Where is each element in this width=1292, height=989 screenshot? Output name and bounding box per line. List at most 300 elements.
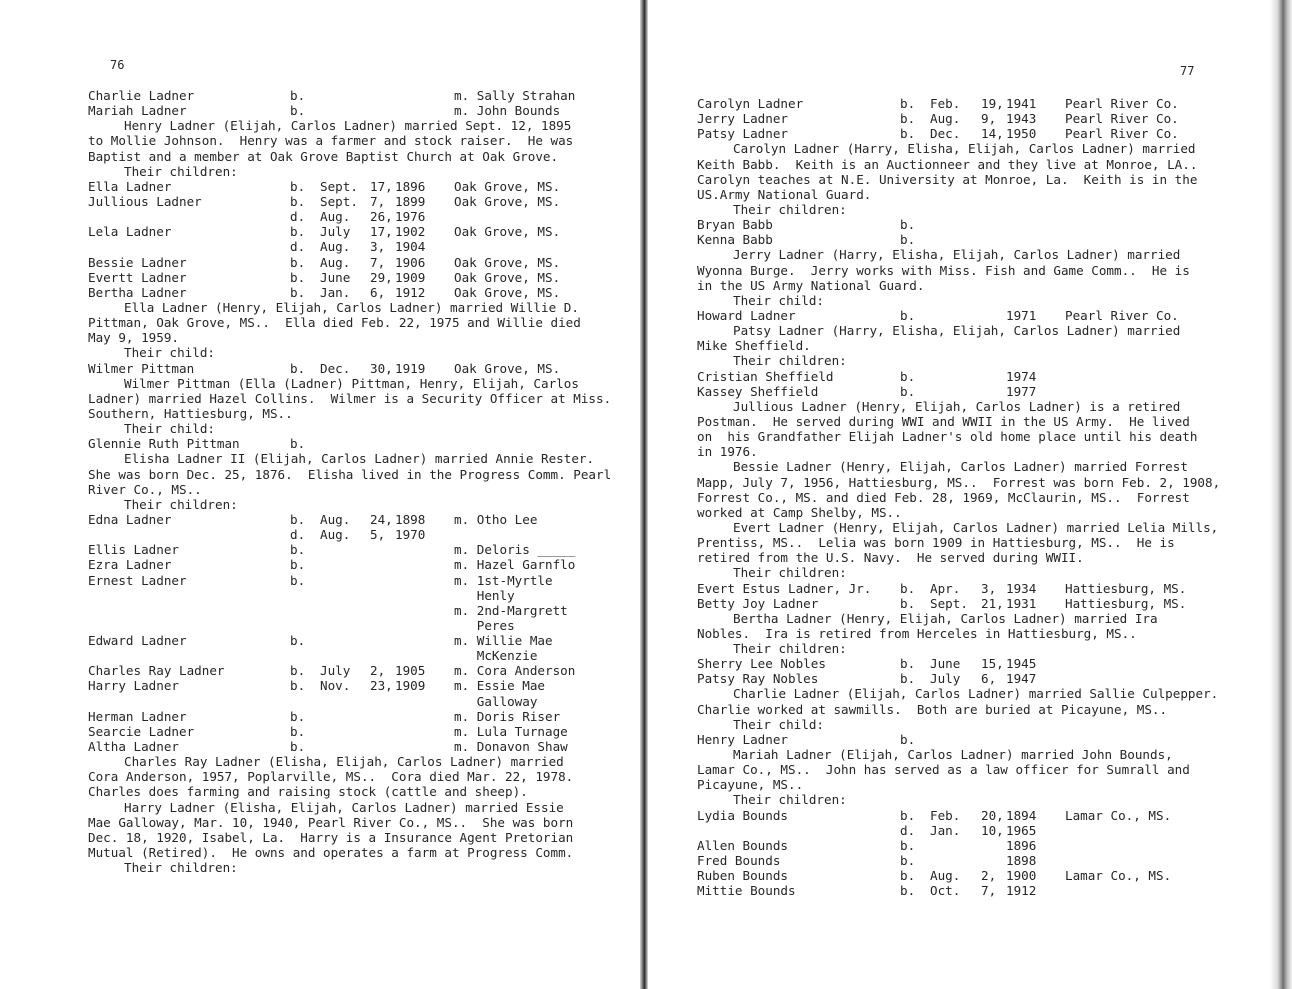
date-year: 1931	[1006, 595, 1037, 611]
date-month: July	[930, 671, 961, 687]
paragraph-line	[697, 777, 1257, 792]
paragraph-text: Baptist and a member at Oak Grove Baptist Church at Oak Grove.	[88, 148, 559, 164]
date-year: 1894	[1006, 807, 1037, 823]
record-row	[697, 732, 1257, 747]
event-type: b.	[290, 633, 306, 649]
paragraph-line	[88, 800, 628, 815]
paragraph-text: She was born Dec. 25, 1876. Elisha lived in the Progress Comm. Pearl	[88, 466, 612, 482]
date-day: 20,	[981, 807, 1004, 823]
event-type: b.	[290, 254, 306, 270]
place-or-spouse: Henly	[454, 587, 515, 603]
date-day: 26,	[370, 209, 393, 225]
paragraph-line	[88, 830, 628, 845]
date-year: 1906	[395, 254, 426, 270]
heading-text: Their children:	[124, 496, 238, 512]
record-row	[88, 694, 628, 709]
date-day: 19,	[981, 96, 1004, 111]
event-type: d.	[900, 822, 916, 838]
heading-text: Their child:	[124, 345, 215, 361]
person-name: Mittie Bounds	[697, 883, 796, 899]
date-month: Aug.	[320, 527, 351, 543]
place-or-spouse: Pearl River Co.	[1065, 96, 1179, 111]
paragraph-text: Wilmer Pittman (Ella (Ladner) Pittman, Henry, Elijah, Carlos	[124, 375, 579, 391]
event-type: b.	[290, 88, 306, 103]
person-name: Bryan Babb	[697, 217, 773, 233]
record-row	[697, 369, 1257, 384]
date-month: Jan.	[320, 284, 351, 300]
paragraph-line	[697, 505, 1257, 520]
record-row	[88, 542, 628, 557]
record-row	[697, 671, 1257, 686]
person-name: Ellis Ladner	[88, 542, 179, 558]
record-row	[88, 739, 628, 754]
place-or-spouse: Oak Grove, MS.	[454, 193, 561, 209]
date-year: 1971	[1006, 307, 1037, 323]
date-year: 1943	[1006, 111, 1037, 127]
place-or-spouse: Hattiesburg, MS.	[1065, 580, 1187, 596]
event-type: b.	[290, 178, 306, 194]
paragraph-text: Patsy Ladner (Harry, Elisha, Elijah, Carlos Ladner) married	[733, 323, 1181, 339]
person-name: Charlie Ladner	[88, 88, 195, 103]
record-row	[88, 618, 628, 633]
date-day: 3,	[370, 239, 386, 255]
paragraph-line	[88, 315, 628, 330]
record-row	[88, 633, 628, 648]
person-name: Kenna Babb	[697, 232, 773, 248]
place-or-spouse: Galloway	[454, 693, 538, 709]
date-day: 2,	[981, 868, 997, 884]
person-name: Bertha Ladner	[88, 284, 187, 300]
page-number: 77	[1180, 64, 1195, 78]
record-row	[88, 270, 628, 285]
event-type: b.	[900, 853, 916, 869]
paragraph-text: Keith Babb. Keith is an Auctionneer and they live at Monroe, LA..	[697, 156, 1198, 172]
event-type: b.	[900, 217, 916, 233]
paragraph-line	[697, 187, 1257, 202]
paragraph-text: Southern, Hattiesburg, MS..	[88, 405, 293, 421]
paragraph-text: Ella Ladner (Henry, Elijah, Carlos Ladner) married Willie D.	[124, 299, 579, 315]
place-or-spouse: Lamar Co., MS.	[1065, 868, 1172, 884]
paragraph-line	[697, 338, 1257, 353]
left-page	[0, 0, 640, 989]
place-or-spouse: McKenzie	[454, 648, 538, 664]
place-or-spouse: Pearl River Co.	[1065, 126, 1179, 142]
event-type: b.	[290, 572, 306, 588]
paragraph-line	[88, 118, 628, 133]
paragraph-line	[697, 550, 1257, 565]
event-type: d.	[290, 527, 306, 543]
paragraph-line	[697, 414, 1257, 429]
person-name: Patsy Ladner	[697, 126, 788, 142]
place-or-spouse: Oak Grove, MS.	[454, 269, 561, 285]
paragraph-line	[697, 172, 1257, 187]
person-name: Cristian Sheffield	[697, 368, 834, 384]
date-year: 1950	[1006, 126, 1037, 142]
person-name: Ernest Ladner	[88, 572, 187, 588]
event-type: b.	[900, 807, 916, 823]
place-or-spouse: m. John Bounds	[454, 103, 561, 119]
paragraph-text: River Co., MS..	[88, 481, 202, 497]
event-type: b.	[900, 96, 916, 111]
date-day: 5,	[370, 527, 386, 543]
person-name: Evertt Ladner	[88, 269, 187, 285]
section-heading	[88, 164, 628, 179]
event-type: b.	[290, 436, 306, 452]
event-type: b.	[900, 307, 916, 323]
record-row	[88, 588, 628, 603]
date-day: 14,	[981, 126, 1004, 142]
event-type: b.	[900, 111, 916, 127]
heading-text: Their children:	[733, 565, 847, 581]
paragraph-text: on his Grandfather Elijah Ladner's old home place until his death	[697, 429, 1198, 445]
place-or-spouse: Peres	[454, 617, 515, 633]
paragraph-line	[697, 141, 1257, 156]
event-type: b.	[900, 595, 916, 611]
date-day: 21,	[981, 595, 1004, 611]
record-row	[697, 217, 1257, 232]
event-type: b.	[290, 224, 306, 240]
paragraph-line	[697, 520, 1257, 535]
person-name: Harry Ladner	[88, 678, 179, 694]
event-type: d.	[290, 239, 306, 255]
paragraph-line	[697, 490, 1257, 505]
heading-text: Their children:	[733, 353, 847, 369]
date-year: 1976	[395, 209, 426, 225]
person-name: Ruben Bounds	[697, 868, 788, 884]
event-type: b.	[900, 580, 916, 596]
event-type: b.	[900, 232, 916, 248]
paragraph-text: Charlie Ladner (Elijah, Carlos Ladner) married Sallie Culpepper.	[733, 686, 1219, 702]
paragraph-text: to Mollie Johnson. Henry was a farmer and stock raiser. He was	[88, 133, 574, 149]
paragraph-line	[697, 475, 1257, 490]
paragraph-text: Charlie worked at sawmills. Both are buried at Picayune, MS..	[697, 701, 1168, 717]
place-or-spouse: m. Deloris _____	[454, 542, 576, 558]
person-name: Jullious Ladner	[88, 193, 202, 209]
paragraph-text: Picayune, MS..	[697, 777, 804, 793]
paragraph-text: Mapp, July 7, 1956, Hattiesburg, MS.. Forrest was born Feb. 2, 1908,	[697, 474, 1221, 490]
record-row	[697, 384, 1257, 399]
date-year: 1977	[1006, 383, 1037, 399]
person-name: Henry Ladner	[697, 731, 788, 747]
paragraph-line	[697, 399, 1257, 414]
place-or-spouse: Pearl River Co.	[1065, 307, 1179, 323]
date-year: 1934	[1006, 580, 1037, 596]
person-name: Kassey Sheffield	[697, 383, 819, 399]
date-year: 1970	[395, 527, 426, 543]
date-month: Aug.	[930, 868, 961, 884]
section-heading	[697, 717, 1257, 732]
event-type: b.	[290, 542, 306, 558]
paragraph-line	[88, 300, 628, 315]
record-row	[697, 232, 1257, 247]
person-name: Searcie Ladner	[88, 723, 195, 739]
date-year: 1909	[395, 269, 426, 285]
date-year: 1947	[1006, 671, 1037, 687]
person-name: Edna Ladner	[88, 511, 172, 527]
date-day: 29,	[370, 269, 393, 285]
date-year: 1900	[1006, 868, 1037, 884]
record-row	[697, 838, 1257, 853]
place-or-spouse: Oak Grove, MS.	[454, 178, 561, 194]
paragraph-text: Charles does farming and raising stock (cattle and sheep).	[88, 784, 528, 800]
date-day: 6,	[981, 671, 997, 687]
date-month: Jan.	[930, 822, 961, 838]
record-row	[697, 808, 1257, 823]
date-year: 1902	[395, 224, 426, 240]
event-type: b.	[900, 837, 916, 853]
record-row	[88, 179, 628, 194]
paragraph-text: retired from the U.S. Navy. He served during WWII.	[697, 550, 1084, 566]
event-type: b.	[290, 103, 306, 119]
place-or-spouse: m. Doris Riser	[454, 708, 561, 724]
date-year: 1974	[1006, 368, 1037, 384]
paragraph-text: Mariah Ladner (Elijah, Carlos Ladner) married John Bounds,	[733, 747, 1173, 763]
paragraph-text: Bertha Ladner (Henry, Elijah, Carlos Ladner) married Ira	[733, 610, 1158, 626]
paragraph-line	[697, 686, 1257, 701]
person-name: Mariah Ladner	[88, 103, 187, 119]
person-name: Glennie Ruth Pittman	[88, 436, 240, 452]
section-heading	[697, 565, 1257, 580]
paragraph-text: Carolyn teaches at N.E. University at Monroe, La. Keith is in the	[697, 171, 1198, 187]
paragraph-line	[88, 406, 628, 421]
record-row	[88, 436, 628, 451]
event-type: b.	[290, 360, 306, 376]
paragraph-text: Pittman, Oak Grove, MS.. Ella died Feb. 22, 1975 and Willie died	[88, 315, 581, 331]
paragraph-line	[697, 429, 1257, 444]
paragraph-line	[88, 376, 628, 391]
paragraph-line	[697, 535, 1257, 550]
event-type: b.	[290, 739, 306, 755]
person-name: Herman Ladner	[88, 708, 187, 724]
heading-text: Their children:	[124, 163, 238, 179]
paragraph-text: Nobles. Ira is retired from Herceles in Hattiesburg, MS..	[697, 625, 1137, 641]
record-row	[697, 656, 1257, 671]
date-month: Feb.	[930, 807, 961, 823]
place-or-spouse: Lamar Co., MS.	[1065, 807, 1172, 823]
paragraph-text: Jerry Ladner (Harry, Elisha, Elijah, Carlos Ladner) married	[733, 247, 1181, 263]
record-row	[88, 512, 628, 527]
record-row	[697, 581, 1257, 596]
date-month: Aug.	[320, 239, 351, 255]
section-heading	[697, 792, 1257, 807]
date-year: 1896	[395, 178, 426, 194]
record-row	[697, 126, 1257, 141]
event-type: b.	[290, 678, 306, 694]
paragraph-text: Mutual (Retired). He owns and operates a farm at Progress Comm.	[88, 845, 574, 861]
date-day: 17,	[370, 224, 393, 240]
paragraph-line	[697, 263, 1257, 278]
date-month: Sept.	[320, 193, 358, 209]
date-year: 1941	[1006, 96, 1037, 111]
person-name: Lela Ladner	[88, 224, 172, 240]
date-month: Aug.	[320, 254, 351, 270]
paragraph-text: Mike Sheffield.	[697, 338, 811, 354]
person-name: Jerry Ladner	[697, 111, 788, 127]
place-or-spouse: m. 2nd-Margrett	[454, 602, 568, 618]
place-or-spouse: Hattiesburg, MS.	[1065, 595, 1187, 611]
record-row	[697, 111, 1257, 126]
person-name: Sherry Lee Nobles	[697, 656, 826, 672]
place-or-spouse: Oak Grove, MS.	[454, 254, 561, 270]
paragraph-line	[697, 444, 1257, 459]
event-type: b.	[290, 663, 306, 679]
date-day: 3,	[981, 580, 997, 596]
paragraph-text: US.Army National Guard.	[697, 186, 872, 202]
place-or-spouse: Oak Grove, MS.	[454, 224, 561, 240]
date-year: 1912	[395, 284, 426, 300]
paragraph-text: worked at Camp Shelby, MS..	[697, 504, 902, 520]
place-or-spouse: Oak Grove, MS.	[454, 360, 561, 376]
page-edge-shadow	[1270, 0, 1292, 989]
section-heading	[88, 421, 628, 436]
date-month: Feb.	[930, 96, 961, 111]
record-row	[88, 103, 628, 118]
record-row	[88, 573, 628, 588]
paragraph-text: Jullious Ladner (Henry, Elijah, Carlos Ladner) is a retired	[733, 398, 1181, 414]
record-row	[88, 255, 628, 270]
person-name: Wilmer Pittman	[88, 360, 195, 376]
paragraph-text: Wyonna Burge. Jerry works with Miss. Fish and Game Comm.. He is	[697, 262, 1190, 278]
paragraph-text: Charles Ray Ladner (Elisha, Elijah, Carlos Ladner) married	[124, 754, 564, 770]
date-year: 1898	[395, 511, 426, 527]
paragraph-line	[88, 133, 628, 148]
record-row	[88, 557, 628, 572]
date-year: 1899	[395, 193, 426, 209]
place-or-spouse: m. Otho Lee	[454, 511, 538, 527]
paragraph-text: Cora Anderson, 1957, Poplarville, MS.. Cora died Mar. 22, 1978.	[88, 769, 574, 785]
date-year: 1909	[395, 678, 426, 694]
event-type: b.	[900, 868, 916, 884]
paragraph-line	[697, 278, 1257, 293]
record-row	[697, 96, 1257, 111]
paragraph-line	[88, 149, 628, 164]
paragraph-line	[88, 391, 628, 406]
paragraph-text: Elisha Ladner II (Elijah, Carlos Ladner) married Annie Rester.	[124, 451, 595, 467]
date-month: July	[320, 663, 351, 679]
event-type: b.	[290, 511, 306, 527]
event-type: b.	[900, 383, 916, 399]
paragraph-line	[697, 459, 1257, 474]
section-heading	[697, 641, 1257, 656]
person-name: Charles Ray Ladner	[88, 663, 225, 679]
record-row	[697, 853, 1257, 868]
event-type: b.	[900, 671, 916, 687]
date-month: Aug.	[930, 111, 961, 127]
place-or-spouse: m. Cora Anderson	[454, 663, 576, 679]
date-day: 10,	[981, 822, 1004, 838]
person-name: Altha Ladner	[88, 739, 179, 755]
date-month: Aug.	[320, 511, 351, 527]
heading-text: Their children:	[733, 792, 847, 808]
date-month: Aug.	[320, 209, 351, 225]
person-name: Ella Ladner	[88, 178, 172, 194]
place-or-spouse: m. Sally Strahan	[454, 88, 576, 103]
date-day: 23,	[370, 678, 393, 694]
record-row	[88, 663, 628, 678]
paragraph-line	[697, 247, 1257, 262]
record-row	[88, 603, 628, 618]
event-type: b.	[290, 269, 306, 285]
person-name: Betty Joy Ladner	[697, 595, 819, 611]
person-name: Carolyn Ladner	[697, 96, 804, 111]
heading-text: Their child:	[124, 421, 215, 437]
record-row	[88, 239, 628, 254]
date-month: June	[320, 269, 351, 285]
person-name: Howard Ladner	[697, 307, 796, 323]
date-day: 7,	[981, 883, 997, 899]
paragraph-text: Dec. 18, 1920, Isabel, La. Harry is a Insurance Agent Pretorian	[88, 829, 574, 845]
paragraph-text: Harry Ladner (Elisha, Elijah, Carlos Ladner) married Essie	[124, 799, 564, 815]
paragraph-text: in 1976.	[697, 444, 758, 460]
paragraph-line	[88, 482, 628, 497]
paragraph-line	[88, 815, 628, 830]
section-heading	[88, 497, 628, 512]
record-row	[697, 596, 1257, 611]
record-row	[88, 648, 628, 663]
event-type: b.	[290, 193, 306, 209]
paragraph-text: Lamar Co., MS.. John has served as a law officer for Sumrall and	[697, 762, 1190, 778]
paragraph-text: Henry Ladner (Elijah, Carlos Ladner) married Sept. 12, 1895	[124, 118, 572, 134]
record-row	[697, 868, 1257, 883]
place-or-spouse: Pearl River Co.	[1065, 111, 1179, 127]
right-page	[648, 0, 1292, 989]
record-row	[697, 883, 1257, 898]
paragraph-line	[697, 626, 1257, 641]
date-month: Sept.	[320, 178, 358, 194]
paragraph-line	[88, 467, 628, 482]
date-year: 1896	[1006, 837, 1037, 853]
person-name: Evert Estus Ladner, Jr.	[697, 580, 872, 596]
paragraph-text: May 9, 1959.	[88, 330, 179, 346]
record-row	[88, 88, 628, 103]
heading-text: Their children:	[733, 641, 847, 657]
record-row	[697, 308, 1257, 323]
event-type: b.	[900, 126, 916, 142]
record-row	[88, 527, 628, 542]
record-row	[88, 724, 628, 739]
date-month: Dec.	[930, 126, 961, 142]
date-year: 1912	[1006, 883, 1037, 899]
record-row	[88, 709, 628, 724]
place-or-spouse: m. Willie Mae	[454, 633, 553, 649]
date-month: Nov.	[320, 678, 351, 694]
paragraph-line	[697, 323, 1257, 338]
event-type: b.	[900, 883, 916, 899]
paragraph-line	[697, 157, 1257, 172]
record-row	[88, 224, 628, 239]
date-day: 2,	[370, 663, 386, 679]
person-name: Fred Bounds	[697, 853, 781, 869]
paragraph-line	[88, 754, 628, 769]
date-year: 1965	[1006, 822, 1037, 838]
person-name: Bessie Ladner	[88, 254, 187, 270]
person-name: Ezra Ladner	[88, 557, 172, 573]
place-or-spouse: m. Essie Mae	[454, 678, 545, 694]
date-day: 7,	[370, 193, 386, 209]
date-day: 9,	[981, 111, 997, 127]
event-type: b.	[900, 368, 916, 384]
date-year: 1919	[395, 360, 426, 376]
paragraph-line	[88, 330, 628, 345]
date-day: 7,	[370, 254, 386, 270]
paragraph-line	[697, 747, 1257, 762]
event-type: d.	[290, 209, 306, 225]
paragraph-text: in the US Army National Guard.	[697, 277, 925, 293]
section-heading	[697, 202, 1257, 217]
record-row	[88, 209, 628, 224]
paragraph-line	[88, 784, 628, 799]
record-row	[697, 823, 1257, 838]
